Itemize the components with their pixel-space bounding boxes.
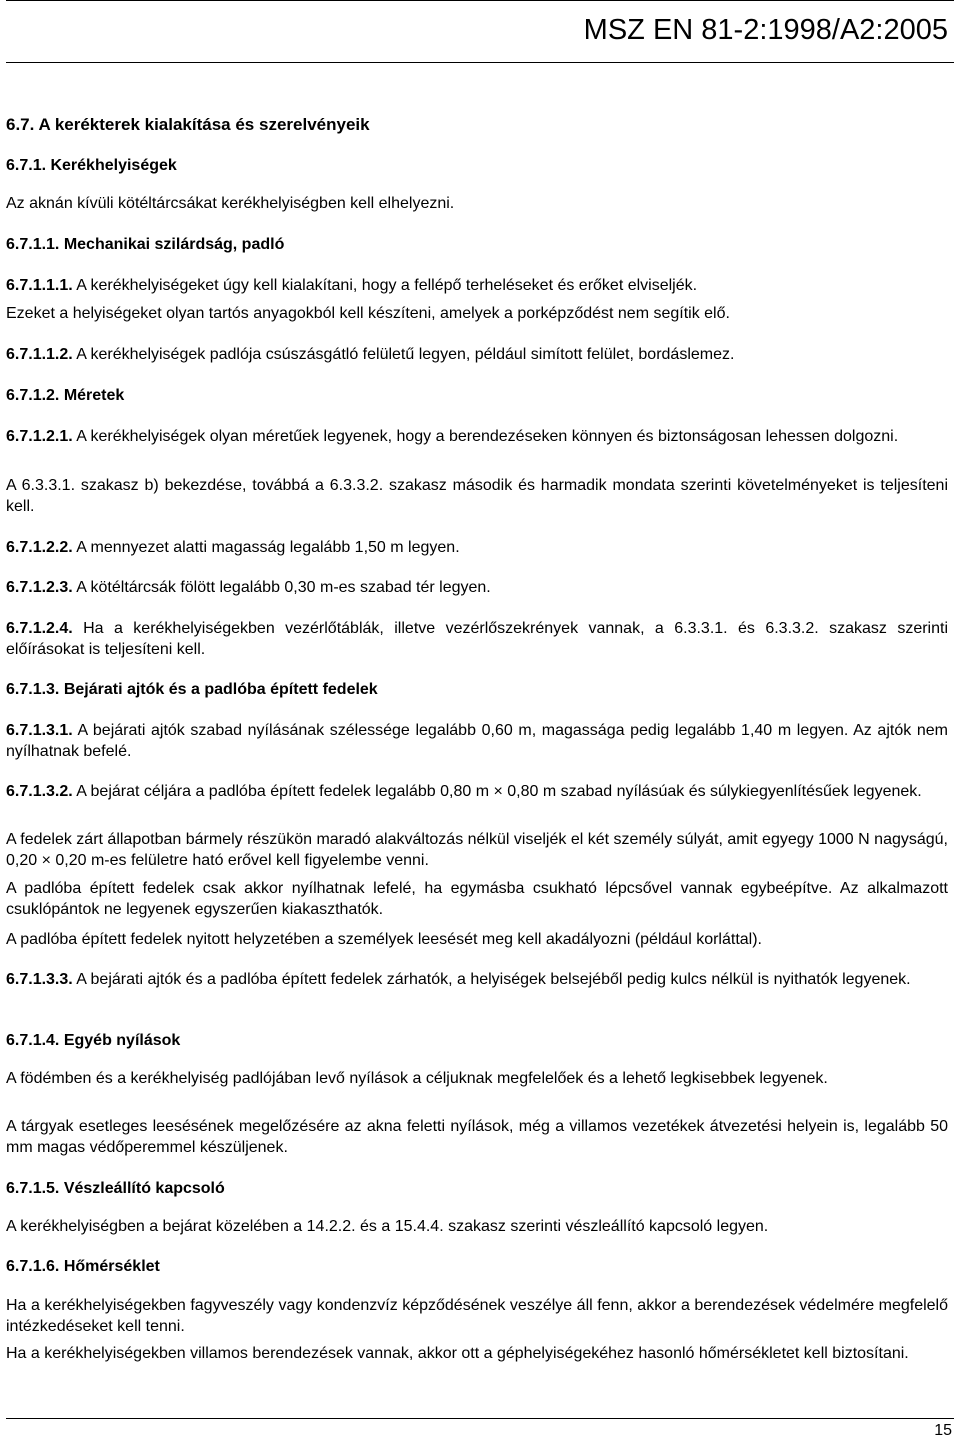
paragraph-edge-protection: A tárgyak esetleges leesésének megelőzésére az akna feletti nyílások, még a villamos vezetékek átvezetési helyein is, legalább 50 mm magas védőperemmel készüljenek. — [6, 1118, 948, 1156]
paragraph-lid-load: A fedelek zárt állapotban bármely részükön maradó alakváltozás nélkül viseljék el két személy súlyát, amit egyegy 1000 N nagyságú, 0,20 × 0,20 m-es felületre ható erővel kell figyelembe venni. — [6, 831, 948, 869]
clause-6-7-1-3-2: 6.7.1.3.2. A bejárat céljára a padlóba épített fedelek legalább 0,80 m × 0,80 m szabad nyílásúak és súlykiegyenlítésűek legyenek. — [6, 783, 922, 800]
document-standard-id: MSZ EN 81-2:1998/A2:2005 — [583, 14, 948, 46]
clause-6-7-1-3-3: 6.7.1.3.3. A bejárati ajtók és a padlóba épített fedelek zárhatók, a helyiségek belsejéből pedig kulcs nélkül is nyithatók legyenek. — [6, 971, 911, 988]
clause-6-7-1-3-1: 6.7.1.3.1. A bejárati ajtók szabad nyílásának szélessége legalább 0,60 m, magassága pedig legalább 1,40 m legyen. Az ajtók nem nyílhatnak befelé. — [6, 722, 948, 760]
paragraph-materials: Ezeket a helyiségeket olyan tartós anyagokból kell készíteni, amelyek a porképződést nem segítik elő. — [6, 305, 730, 322]
clause-6-7-1-2-2: 6.7.1.2.2. A mennyezet alatti magasság legalább 1,50 m legyen. — [6, 539, 460, 556]
section-heading-6-7-1-3: 6.7.1.3. Bejárati ajtók és a padlóba épített fedelek — [6, 681, 378, 698]
section-heading-6-7-1-4: 6.7.1.4. Egyéb nyílások — [6, 1032, 181, 1049]
paragraph-frost: Ha a kerékhelyiségekben fagyveszély vagy kondenzvíz képződésének veszélye áll fenn, akkor a berendezések védelmére megfelelő intézkedéseket kell tenni. — [6, 1297, 948, 1335]
clause-6-7-1-2-1: 6.7.1.2.1. A kerékhelyiségek olyan méretűek legyenek, hogy a berendezéseken könnyen és biztonságosan lehessen dolgozni. — [6, 428, 899, 445]
page-number: 15 — [934, 1422, 952, 1439]
header-top-rule — [6, 0, 954, 1]
section-heading-6-7-1-5: 6.7.1.5. Vészleállító kapcsoló — [6, 1180, 225, 1197]
paragraph-openings: A födémben és a kerékhelyiség padlójában levő nyílások a céljuknak megfelelőek és a lehető legkisebbek legyenek. — [6, 1070, 828, 1087]
section-heading-6-7-1: 6.7.1. Kerékhelyiségek — [6, 157, 177, 174]
paragraph-temperature: Ha a kerékhelyiségekben villamos berendezések vannak, akkor ott a géphelyiségekéhez hasonló hőmérsékletet kell biztosítani. — [6, 1345, 909, 1362]
paragraph-emergency-stop: A kerékhelyiségben a bejárat közelében a 14.2.2. és a 15.4.4. szakasz szerinti vészleállító kapcsoló legyen. — [6, 1218, 769, 1235]
header-bottom-rule — [6, 62, 954, 63]
section-heading-6-7: 6.7. A kerékterek kialakítása és szerelvényeik — [6, 115, 370, 134]
clause-6-7-1-2-3: 6.7.1.2.3. A kötéltárcsák fölött legalább 0,30 m-es szabad tér legyen. — [6, 579, 491, 596]
section-heading-6-7-1-2: 6.7.1.2. Méretek — [6, 387, 125, 404]
section-heading-6-7-1-6: 6.7.1.6. Hőmérséklet — [6, 1258, 160, 1275]
paragraph-intro: Az aknán kívüli kötéltárcsákat kerékhelyiségben kell elhelyezni. — [6, 195, 455, 212]
footer-rule — [6, 1418, 954, 1419]
section-heading-6-7-1-1: 6.7.1.1. Mechanikai szilárdság, padló — [6, 236, 285, 253]
paragraph-lid-stairs: A padlóba épített fedelek csak akkor nyílhatnak lefelé, ha egymásba csukható lépcsővel vannak egybeépítve. Az alkalmazott csuklópántok ne legyenek egyszerűen kiakaszthatók. — [6, 880, 948, 918]
clause-6-7-1-2-4: 6.7.1.2.4. Ha a kerékhelyiségekben vezérlőtáblák, illetve vezérlőszekrények vannak, a 6.3.3.1. és 6.3.3.2. szakasz szerinti előírásokat is teljesíteni kell. — [6, 620, 948, 658]
clause-6-7-1-1-1: 6.7.1.1.1. A kerékhelyiségeket úgy kell kialakítani, hogy a fellépő terheléseket és erőket elviseljék. — [6, 277, 698, 294]
paragraph-requirements-ref: A 6.3.3.1. szakasz b) bekezdése, továbbá a 6.3.3.2. szakasz második és harmadik mondata szerinti követelményeket is teljesíteni kell. — [6, 477, 948, 515]
paragraph-lid-railing: A padlóba épített fedelek nyitott helyzetében a személyek leesését meg kell akadályozni (például korláttal). — [6, 931, 762, 948]
clause-6-7-1-1-2: 6.7.1.1.2. A kerékhelyiségek padlója csúszásgátló felületű legyen, például simított felület, bordáslemez. — [6, 346, 735, 363]
